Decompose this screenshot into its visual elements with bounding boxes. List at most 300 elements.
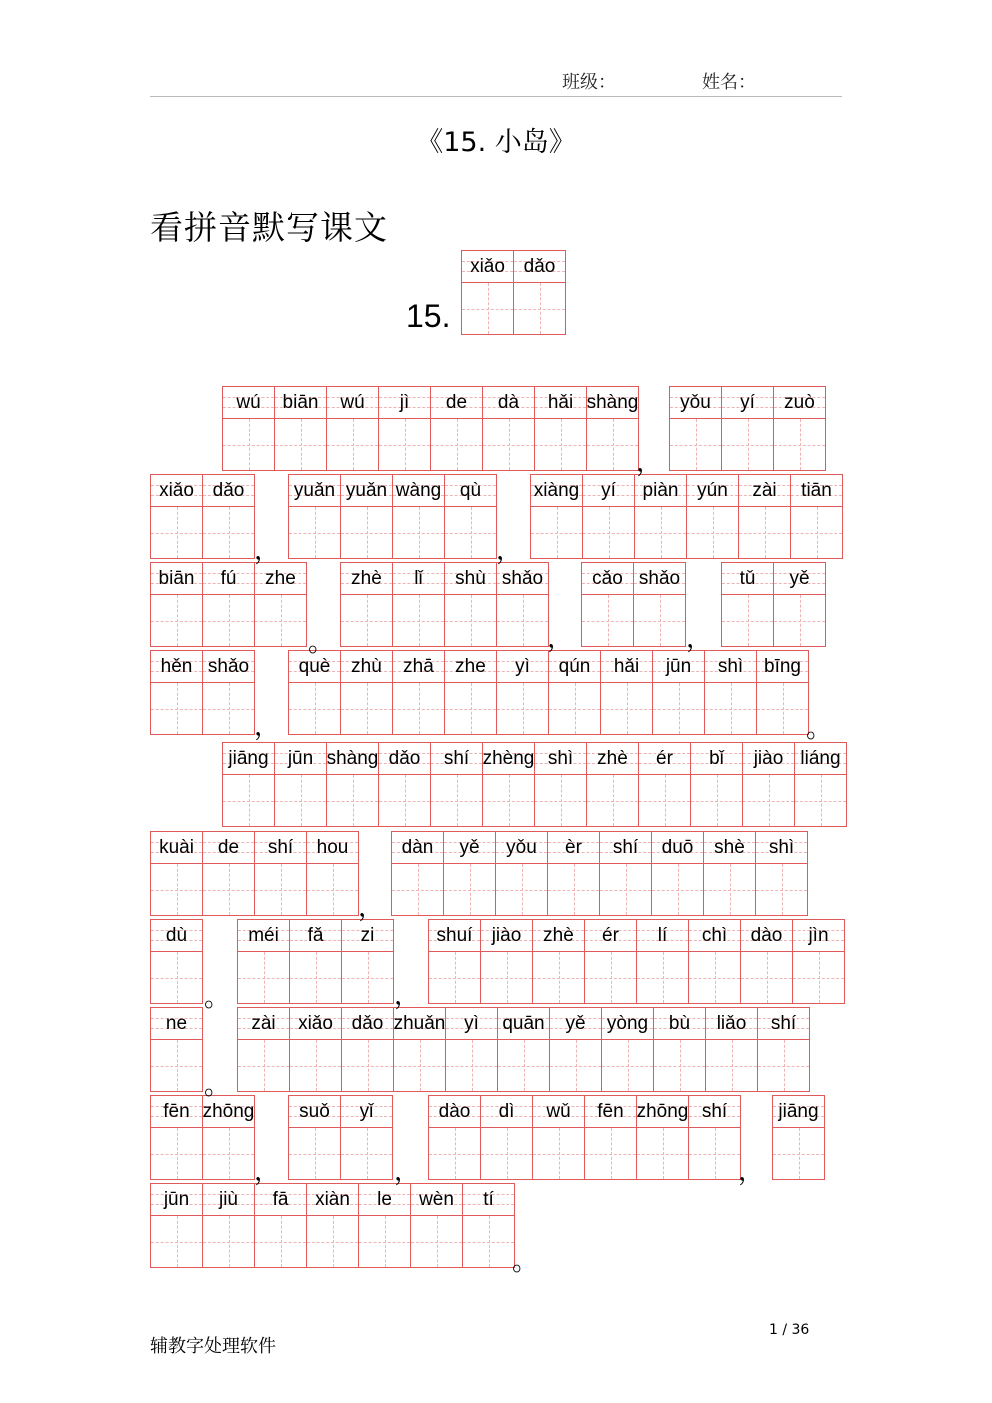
hanzi-writing-square[interactable] [151,683,202,734]
hanzi-writing-square[interactable] [795,775,846,826]
hanzi-writing-square[interactable] [431,419,482,470]
hanzi-writing-square[interactable] [463,1216,514,1267]
char-box[interactable] [429,1096,481,1180]
char-box[interactable] [327,387,379,471]
char-box[interactable] [238,920,290,1004]
hanzi-writing-square[interactable] [359,1216,410,1267]
hanzi-writing-square[interactable] [654,1040,705,1091]
char-box[interactable] [307,1184,359,1268]
char-box[interactable] [585,920,637,1004]
pinyin-row [587,387,638,419]
char-box[interactable] [691,743,743,827]
char-box[interactable] [739,475,791,559]
char-box[interactable] [392,832,444,916]
hanzi-writing-square[interactable] [533,1128,584,1179]
char-box[interactable] [773,1096,825,1180]
pinyin-row [393,563,444,595]
pinyin-syllable: zài [752,479,777,501]
char-box[interactable] [706,1008,758,1092]
hanzi-writing-square[interactable] [483,775,534,826]
hanzi-writing-square[interactable] [379,775,430,826]
hanzi-writing-square[interactable] [431,775,482,826]
pinyin-syllable: biān [158,567,195,589]
char-box[interactable] [290,920,342,1004]
char-box[interactable] [535,743,587,827]
hanzi-writing-square[interactable] [739,507,790,558]
pinyin-syllable: biān [282,391,319,413]
hanzi-writing-square[interactable] [600,864,651,915]
char-box[interactable] [583,475,635,559]
char-box[interactable] [602,1008,654,1092]
char-box[interactable] [652,832,704,916]
char-box[interactable] [151,832,203,916]
char-box[interactable] [582,563,634,647]
hanzi-writing-square[interactable] [652,864,703,915]
pinyin-syllable: shí [443,747,470,769]
char-box[interactable] [341,1096,393,1180]
pinyin-syllable: wèn [419,1188,454,1210]
hanzi-writing-square[interactable] [341,507,392,558]
hanzi-writing-square[interactable] [289,507,340,558]
hanzi-writing-square[interactable] [151,1216,202,1267]
char-box[interactable] [394,1008,446,1092]
char-box[interactable] [393,475,445,559]
hanzi-writing-square[interactable] [601,683,652,734]
hanzi-writing-square[interactable] [498,1040,549,1091]
char-box[interactable] [774,387,826,471]
char-box-group [237,1007,810,1092]
char-box[interactable] [203,1184,255,1268]
hanzi-writing-square[interactable] [585,952,636,1003]
pinyin-syllable: dù [165,924,188,946]
char-box[interactable] [670,387,722,471]
hanzi-writing-square[interactable] [481,1128,532,1179]
hanzi-writing-square[interactable] [773,1128,824,1179]
hanzi-writing-square[interactable] [327,775,378,826]
pinyin-syllable: le [377,1188,392,1210]
hanzi-writing-square[interactable] [549,683,600,734]
char-box[interactable] [444,832,496,916]
pinyin-row [429,920,480,952]
char-box[interactable] [223,743,275,827]
pinyin-row [327,743,378,775]
hanzi-writing-square[interactable] [223,419,274,470]
char-box[interactable] [431,387,483,471]
char-box[interactable] [151,563,203,647]
hanzi-writing-square[interactable] [535,419,586,470]
char-box[interactable] [203,651,255,735]
char-box[interactable] [791,475,843,559]
char-box[interactable] [445,475,497,559]
char-box[interactable] [498,1008,550,1092]
char-box[interactable] [255,832,307,916]
hanzi-writing-square[interactable] [203,1216,254,1267]
hanzi-writing-square[interactable] [705,683,756,734]
char-box[interactable] [531,475,583,559]
pinyin-row [550,1008,601,1040]
hanzi-writing-square[interactable] [585,1128,636,1179]
hanzi-writing-square[interactable] [341,683,392,734]
hanzi-writing-square[interactable] [379,419,430,470]
char-box[interactable] [705,651,757,735]
hanzi-writing-square[interactable] [689,952,740,1003]
hanzi-writing-square[interactable] [238,1040,289,1091]
punctuation-mark: 。 [308,628,335,658]
char-box[interactable] [275,387,327,471]
pinyin-syllable: jiāng [228,747,269,769]
pinyin-row [238,1008,289,1040]
hanzi-writing-square[interactable] [689,1128,740,1179]
hanzi-writing-square[interactable] [255,864,306,915]
pinyin-row [255,1184,306,1216]
char-box[interactable] [462,251,514,335]
pinyin-row [481,1096,532,1128]
hanzi-writing-square[interactable] [255,1216,306,1267]
char-box[interactable] [151,1096,203,1180]
pinyin-row [691,743,742,775]
char-box-group [772,1095,825,1180]
char-box[interactable] [585,1096,637,1180]
pinyin-syllable: quān [502,1012,545,1034]
hanzi-writing-square[interactable] [582,595,633,646]
pinyin-row [722,563,773,595]
char-box[interactable] [431,743,483,827]
hanzi-writing-square[interactable] [275,775,326,826]
char-box[interactable] [341,475,393,559]
char-box[interactable] [445,563,497,647]
hanzi-writing-square[interactable] [151,1128,202,1179]
hanzi-writing-square[interactable] [548,864,599,915]
hanzi-writing-square[interactable] [602,1040,653,1091]
pinyin-row [533,920,584,952]
hanzi-writing-square[interactable] [151,507,202,558]
pinyin-syllable: yún [697,479,728,501]
hanzi-writing-square[interactable] [289,1128,340,1179]
pinyin-row [445,563,496,595]
pinyin-syllable: shǎo [207,655,250,677]
hanzi-writing-square[interactable] [290,1040,341,1091]
char-box[interactable] [151,651,203,735]
char-box[interactable] [341,651,393,735]
char-box[interactable] [203,475,255,559]
pinyin-row [483,387,534,419]
char-box[interactable] [722,563,774,647]
pinyin-row [498,1008,549,1040]
hanzi-writing-square[interactable] [445,507,496,558]
char-box[interactable] [203,1096,255,1180]
hanzi-writing-square[interactable] [691,775,742,826]
pinyin-syllable: lǐ [414,567,423,589]
hanzi-writing-square[interactable] [151,952,202,1003]
char-box[interactable] [463,1184,515,1268]
pinyin-row [411,1184,462,1216]
char-box[interactable] [481,1096,533,1180]
pinyin-syllable: kuài [159,836,194,858]
pinyin-row [341,651,392,683]
hanzi-writing-square[interactable] [327,419,378,470]
char-box[interactable] [689,920,741,1004]
char-box[interactable] [342,920,394,1004]
punctuation-mark: ， [394,1157,421,1187]
char-box[interactable] [393,651,445,735]
char-box[interactable] [223,387,275,471]
hanzi-writing-square[interactable] [394,1040,445,1091]
pinyin-row [689,1096,740,1128]
char-box[interactable] [635,475,687,559]
char-box[interactable] [549,651,601,735]
hanzi-writing-square[interactable] [151,864,202,915]
hanzi-writing-square[interactable] [587,419,638,470]
hanzi-writing-square[interactable] [223,775,274,826]
char-box[interactable] [758,1008,810,1092]
char-box[interactable] [497,651,549,735]
hanzi-writing-square[interactable] [289,683,340,734]
punctuation-mark: 。 [204,983,231,1013]
pinyin-row [203,1096,254,1128]
char-box[interactable] [653,651,705,735]
char-box[interactable] [654,1008,706,1092]
name-label: 姓名： [702,72,756,93]
char-box[interactable] [151,920,203,1004]
hanzi-writing-square[interactable] [255,595,306,646]
pinyin-row [535,743,586,775]
hanzi-writing-square[interactable] [496,864,547,915]
hanzi-writing-square[interactable] [743,775,794,826]
char-box[interactable] [634,563,686,647]
hanzi-writing-square[interactable] [497,595,548,646]
char-box-group [288,650,809,735]
char-box[interactable] [600,832,652,916]
hanzi-writing-square[interactable] [203,507,254,558]
pinyin-row [151,920,202,952]
hanzi-writing-square[interactable] [203,864,254,915]
char-box[interactable] [795,743,847,827]
hanzi-writing-square[interactable] [462,283,513,334]
hanzi-writing-square[interactable] [722,419,773,470]
char-box[interactable] [637,1096,689,1180]
hanzi-writing-square[interactable] [741,952,792,1003]
char-box[interactable] [637,920,689,1004]
pinyin-syllable: bīng [764,655,801,677]
hanzi-writing-square[interactable] [550,1040,601,1091]
pinyin-syllable: bǐ [709,747,724,769]
hanzi-writing-square[interactable] [514,283,565,334]
hanzi-writing-square[interactable] [238,952,289,1003]
hanzi-writing-square[interactable] [793,952,844,1003]
hanzi-writing-square[interactable] [791,507,842,558]
hanzi-writing-square[interactable] [535,775,586,826]
hanzi-writing-square[interactable] [307,864,358,915]
char-box[interactable] [774,563,826,647]
hanzi-writing-square[interactable] [392,864,443,915]
char-box[interactable] [548,832,600,916]
char-box[interactable] [379,743,431,827]
char-box[interactable] [446,1008,498,1092]
pinyin-row [497,563,548,595]
pinyin-syllable: dì [498,1100,515,1122]
char-box[interactable] [601,651,653,735]
char-box[interactable] [289,475,341,559]
pinyin-syllable: zi [360,924,375,946]
pinyin-syllable: fēn [597,1100,624,1122]
pinyin-row [431,387,482,419]
hanzi-writing-square[interactable] [411,1216,462,1267]
char-box[interactable] [203,563,255,647]
char-box[interactable] [289,651,341,735]
pinyin-syllable: xiǎo [159,479,194,501]
char-box[interactable] [743,743,795,827]
hanzi-writing-square[interactable] [637,952,688,1003]
char-box[interactable] [722,387,774,471]
char-box[interactable] [151,475,203,559]
char-box[interactable] [393,563,445,647]
char-box[interactable] [359,1184,411,1268]
pinyin-syllable: yuǎn [293,479,336,501]
char-box[interactable] [496,832,548,916]
punctuation-mark: ， [496,536,523,566]
char-box[interactable] [327,743,379,827]
char-box[interactable] [704,832,756,916]
pinyin-syllable: de [217,836,240,858]
char-box[interactable] [587,387,639,471]
hanzi-writing-square[interactable] [670,419,721,470]
char-box[interactable] [481,920,533,1004]
char-box[interactable] [687,475,739,559]
hanzi-writing-square[interactable] [393,507,444,558]
hanzi-writing-square[interactable] [757,683,808,734]
hanzi-writing-square[interactable] [722,595,773,646]
hanzi-writing-square[interactable] [429,1128,480,1179]
pinyin-row [445,651,496,683]
hanzi-writing-square[interactable] [151,595,202,646]
hanzi-writing-square[interactable] [445,595,496,646]
char-box[interactable] [255,1184,307,1268]
hanzi-writing-square[interactable] [203,595,254,646]
hanzi-writing-square[interactable] [342,952,393,1003]
hanzi-writing-square[interactable] [533,952,584,1003]
hanzi-writing-square[interactable] [587,775,638,826]
hanzi-writing-square[interactable] [341,1128,392,1179]
char-box[interactable] [587,743,639,827]
hanzi-writing-square[interactable] [637,1128,688,1179]
char-box[interactable] [411,1184,463,1268]
hanzi-writing-square[interactable] [444,864,495,915]
hanzi-writing-square[interactable] [704,864,755,915]
char-box[interactable] [341,563,393,647]
hanzi-writing-square[interactable] [483,419,534,470]
hanzi-writing-square[interactable] [756,864,807,915]
char-box[interactable] [514,251,566,335]
hanzi-writing-square[interactable] [203,1128,254,1179]
hanzi-writing-square[interactable] [497,683,548,734]
hanzi-writing-square[interactable] [774,419,825,470]
hanzi-writing-square[interactable] [203,683,254,734]
pinyin-row [549,651,600,683]
pinyin-syllable: shì [717,655,744,677]
char-box[interactable] [379,387,431,471]
char-box[interactable] [535,387,587,471]
pinyin-row [758,1008,809,1040]
pinyin-syllable: yòng [606,1012,649,1034]
char-box[interactable] [639,743,691,827]
char-box[interactable] [255,563,307,647]
char-box[interactable] [741,920,793,1004]
char-box[interactable] [151,1184,203,1268]
pinyin-syllable: yì [515,655,530,677]
char-box-group [237,919,394,1004]
hanzi-writing-square[interactable] [706,1040,757,1091]
hanzi-writing-square[interactable] [393,683,444,734]
char-box-group [581,562,686,647]
hanzi-writing-square[interactable] [583,507,634,558]
char-box[interactable] [342,1008,394,1092]
hanzi-writing-square[interactable] [687,507,738,558]
char-box[interactable] [497,563,549,647]
pinyin-row [289,1096,340,1128]
hanzi-writing-square[interactable] [531,507,582,558]
hanzi-writing-square[interactable] [481,952,532,1003]
hanzi-writing-square[interactable] [342,1040,393,1091]
hanzi-writing-square[interactable] [341,595,392,646]
hanzi-writing-square[interactable] [429,952,480,1003]
char-box[interactable] [483,743,535,827]
char-box[interactable] [757,651,809,735]
char-box[interactable] [290,1008,342,1092]
char-box[interactable] [289,1096,341,1180]
pinyin-syllable: ér [656,747,673,769]
char-box[interactable] [793,920,845,1004]
hanzi-writing-square[interactable] [151,1040,202,1091]
hanzi-writing-square[interactable] [275,419,326,470]
char-box[interactable] [550,1008,602,1092]
hanzi-writing-square[interactable] [307,1216,358,1267]
pinyin-syllable: fēn [163,1100,190,1122]
char-box[interactable] [689,1096,741,1180]
hanzi-writing-square[interactable] [635,507,686,558]
hanzi-writing-square[interactable] [290,952,341,1003]
pinyin-row [670,387,721,419]
pinyin-row [151,475,202,507]
char-box[interactable] [483,387,535,471]
char-box[interactable] [151,1008,203,1092]
char-box[interactable] [429,920,481,1004]
char-box-group [721,562,826,647]
hanzi-writing-square[interactable] [634,595,685,646]
char-box[interactable] [275,743,327,827]
char-box-group [150,919,203,1004]
char-box[interactable] [307,832,359,916]
char-box[interactable] [445,651,497,735]
hanzi-writing-square[interactable] [639,775,690,826]
pinyin-row [290,920,341,952]
char-box-group [150,831,359,916]
pinyin-syllable: qún [558,655,591,677]
char-box[interactable] [238,1008,290,1092]
char-box[interactable] [533,920,585,1004]
hanzi-writing-square[interactable] [774,595,825,646]
hanzi-writing-square[interactable] [393,595,444,646]
hanzi-writing-square[interactable] [445,683,496,734]
pinyin-syllable: dǎo [388,747,421,769]
pinyin-syllable: shuí [436,924,473,946]
char-box[interactable] [756,832,808,916]
hanzi-writing-square[interactable] [653,683,704,734]
hanzi-writing-square[interactable] [446,1040,497,1091]
hanzi-writing-square[interactable] [758,1040,809,1091]
char-box[interactable] [203,832,255,916]
punctuation-mark: ， [254,712,281,742]
char-box[interactable] [533,1096,585,1180]
